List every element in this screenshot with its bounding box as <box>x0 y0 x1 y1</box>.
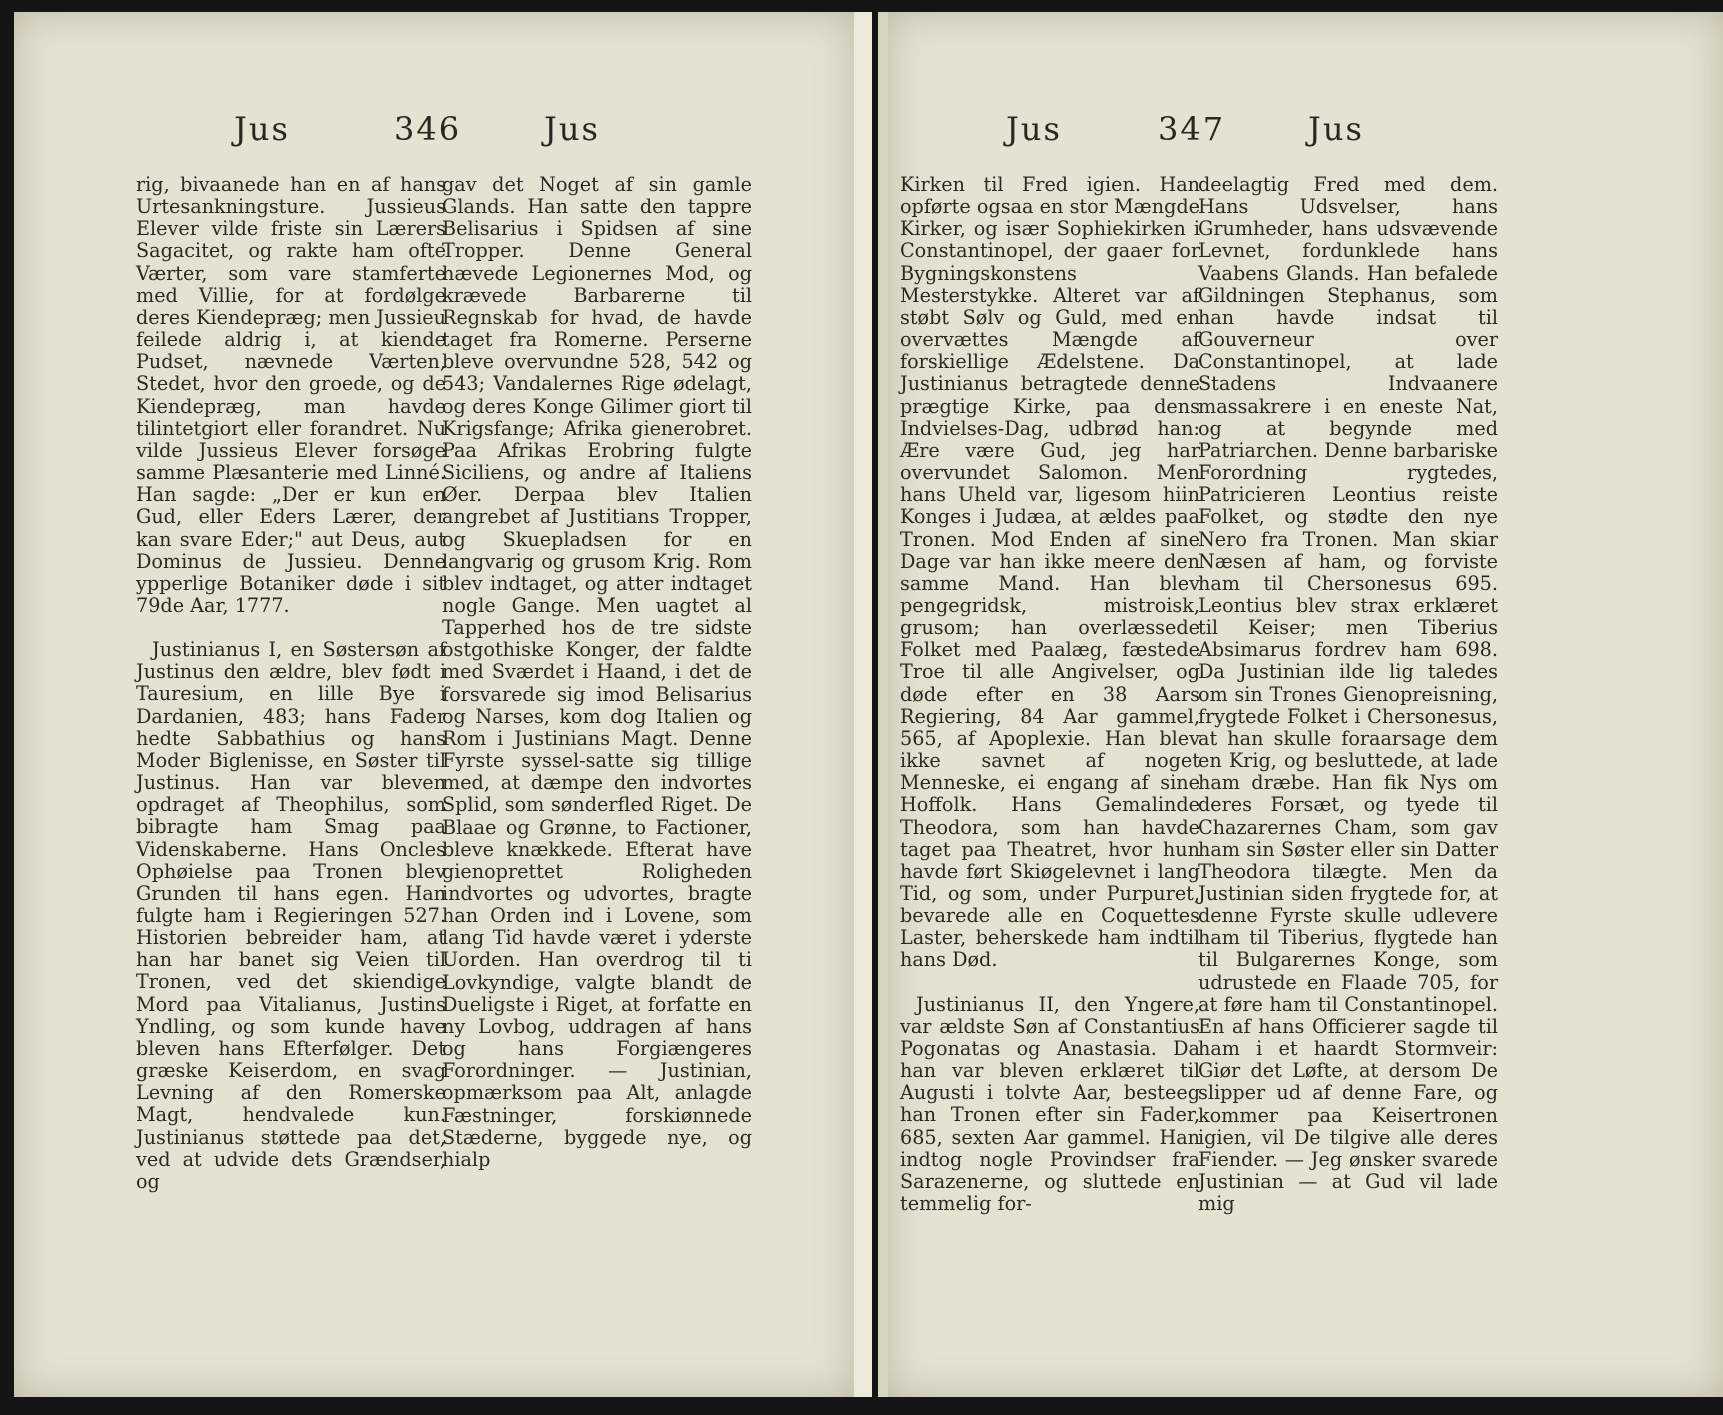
paragraph: Kirken til Fred igien. Han opførte ogsaa en stor Mængde Kirker, og især Sophiekirken i Constantinopel, der gaaer for Bygningskonstens Mesterstykke. Alteret var af støbt Sølv og Guld, med en overvættes Mængde af forskiellige Ædelstene. Da Justinianus betragtede denne prægtige Kirke, paa dens Indvielses-Dag, udbrød han: Ære være Gud, jeg har overvundet Salomon. Men hans Uheld var, ligesom hiin Konges i Judæa, at ældes paa Tronen. Mod Enden af sine Dage var han ikke meere den samme Mand. Han blev pengegridsk, mistroisk, grusom; han overlæssede Folket med Paalæg, fæstede Troe til alle Angivelser, og døde efter en 38 Aars Regiering, 84 Aar gammel, 565, af Apoplexie. Han blev ikke savnet af noget Menneske, ei engang af sine Hoffolk. Hans Gemalinde Theodora, som han havde taget paa Theatret, hvor hun havde ført Skiøgelevnet i lang Tid, og som, under Purpuret, bevarede alle en Coquettes Laster, beherskede ham indtil hans Død. <box>900 173 1200 972</box>
right-header-word: Jus <box>1006 110 1062 148</box>
right-column-1 <box>900 174 1200 1215</box>
paragraph: Justinianus II, den Yngere, var ældste Søn af Constantius Pogonatas og Anastasia. Da han var bleven erklæret til Augusti i tolvte Aar, besteeg han Tronen efter sin Fader, 685, sexten Aar gammel. Han indtog nogle Provindser fra Sarazenerne, og sluttede en temmelig for- <box>900 992 1200 1216</box>
paragraph: rig, bivaanede han en af hans Urtesankningsture. Jussieus Elever vilde friste sin Lærers Sagacitet, og rakte ham ofte Værter, som vare stamferte med Villie, for at fordølge deres Kiendepræg; men Jussieu feilede aldrig i, at kiende Pudset, nævnede Værten, Stedet, hvor den groede, og de Kiendepræg, man havde tilintetgiort eller forandret. Nu vilde Jussieus Elever forsøge samme Plæsanterie med Linné. Han sagde: „Der er kun en Gud, eller Eders Lærer, der kan svare Eder;" aut Deus, aut Dominus de Jussieu. Denne ypperlige Botaniker døde i sit 79de Aar, 1777. <box>136 173 446 617</box>
left-page-number: 346 <box>394 110 462 148</box>
left-column-1 <box>136 174 446 1193</box>
left-column-2 <box>442 174 752 1171</box>
left-header-word-right: Jus <box>544 110 600 148</box>
paragraph: Justinianus I, en Søstersøn af Justinus den ældre, blev født i Tauresium, en lille Bye i Dardanien, 483; hans Fader hedte Sabbathius og hans Moder Biglenisse, en Søster til Justinus. Han var bleven opdraget af Theophilus, som bibragte ham Smag paa Videnskaberne. Hans Oncles Ophøielse paa Tronen blev Grunden til hans egen. Han fulgte ham i Regieringen 527. Historien bebreider ham, at han har banet sig Veien til Tronen, ved det skiendige Mord paa Vitalianus, Justins Yndling, og som kunde have bleven hans Efterfølger. Det græske Keiserdom, en svag Levning af den Romerske Magt, hendvalede kun. Justinianus støttede paa det, ved at udvide dets Grændser, og <box>136 638 446 1193</box>
right-page-number: 347 <box>1158 110 1226 148</box>
right-page <box>878 12 1723 1397</box>
right-header-word-right: Jus <box>1308 110 1364 148</box>
paragraph: gav det Noget af sin gamle Glands. Han satte den tappre Belisarius i Spidsen af sine Tropper. Denne General hævede Legionernes Mod, og krævede Barbarerne til Regnskab for hvad, de havde taget fra Romerne. Perserne bleve overvundne 528, 542 og 543; Vandalernes Rige ødelagt, og deres Konge Gilimer giort til Krigsfange; Afrika gienerobret. Paa Afrikas Erobring fulgte Siciliens, og andre af Italiens Øer. Derpaa blev Italien angrebet af Justitians Tropper, og Skuepladsen for en langvarig og grusom Krig. Rom blev indtaget, og atter indtaget nogle Gange. Men uagtet al Tapperhed hos de tre sidste ostgothiske Konger, der faldte med Sværdet i Haand, i det de forsvarede sig imod Belisarius og Narses, kom dog Italien og Rom i Justinians Magt. Denne Fyrste syssel-satte sig tillige med, at dæmpe den indvortes Splid, som sønderfled Riget. De Blaae og Grønne, to Factioner, bleve knækkede. Efterat have gienoprettet Roligheden indvortes og udvortes, bragte han Orden ind i Lovene, som lang Tid havde været i yderste Uorden. Han overdrog til ti Lovkyndige, valgte blandt de Dueligste i Riget, at forfatte en ny Lovbog, uddragen af hans og hans Forgiængeres Forordninger. — Justinian, opmærksom paa Alt, anlagde Fæstninger, forskiønnede Stæderne, byggede nye, og hialp <box>442 173 752 1171</box>
left-header-word: Jus <box>234 110 290 148</box>
right-column-2 <box>1198 174 1498 1215</box>
paragraph: deelagtig Fred med dem. Hans Udsvelser, hans Grumheder, hans udsvævende Levnet, fordunklede hans Vaabens Glands. Han befalede Gildningen Stephanus, som han havde indsat til Gouverneur over Constantinopel, at lade Stadens Indvaanere massakrere i en eneste Nat, og at begynde med Patriarchen. Denne barbariske Forordning rygtedes, Patricieren Leontius reiste Folket, og stødte den nye Nero fra Tronen. Man skiar Næsen af ham, og forviste ham til Chersonesus 695. Leontius blev strax erklæret til Keiser; men Tiberius Absimarus fordrev ham 698. Da Justinian ilde lig taledes om sin Trones Gienopreisning, frygtede Folket i Chersonesus, at han skulle foraarsage dem en Krig, og besluttede, at lade ham dræbe. Han fik Nys om deres Forsæt, og tyede til Chazarernes Cham, som gav ham sin Søster eller sin Datter Theodora tilægte. Men da Justinian siden frygtede for, at denne Fyrste skulle udlevere ham til Tiberius, flygtede han til Bulgarernes Konge, som udrustede en Flaade 705, for at føre ham til Constantinopel. En af hans Officierer sagde til ham i et haardt Stormveir: Giør det Løfte, at dersom De slipper ud af denne Fare, og kommer paa Keisertronen igien, vil De tilgive alle deres Fiender. — Jeg ønsker svarede Justinian — at Gud vil lade mig <box>1198 173 1498 1216</box>
left-page <box>14 12 872 1397</box>
